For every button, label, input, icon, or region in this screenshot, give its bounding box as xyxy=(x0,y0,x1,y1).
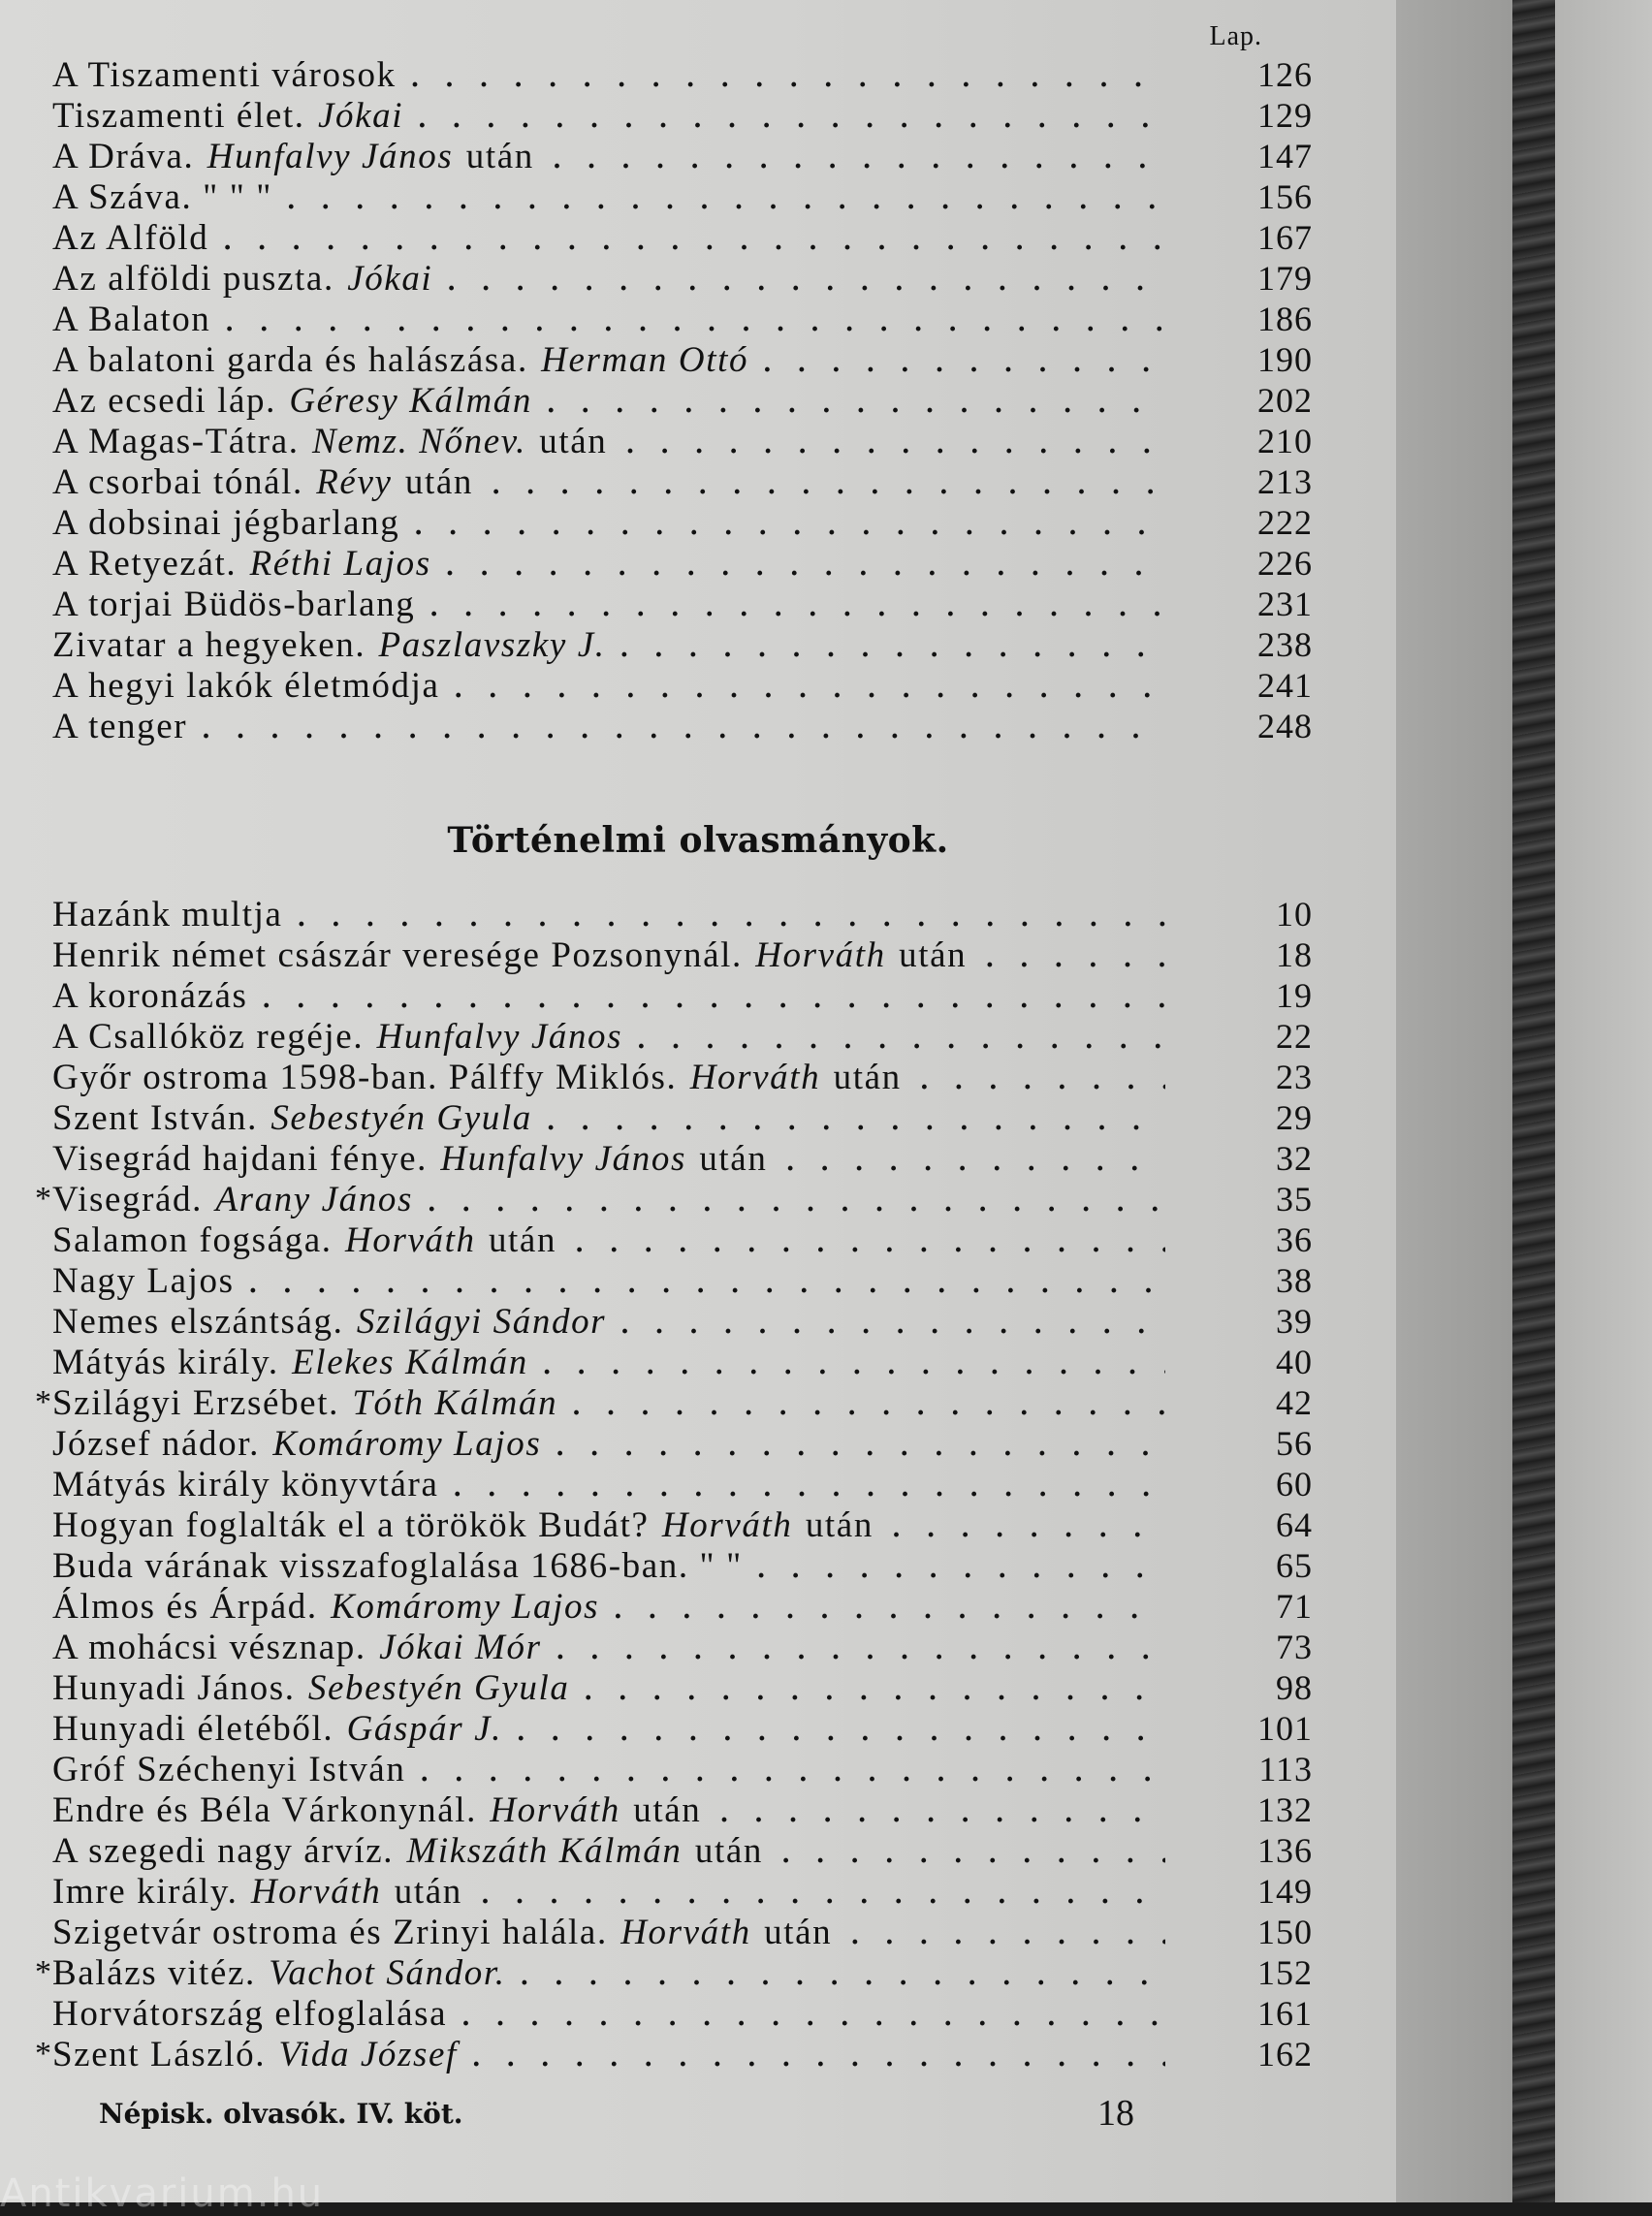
entry-title: Gróf Széchenyi István xyxy=(52,1750,406,1789)
entry-page-number: 129 xyxy=(1257,96,1313,135)
entry-suffix: után xyxy=(465,137,534,176)
entry-author: Géresy Kálmán xyxy=(289,381,532,421)
entry-title: Szent László. xyxy=(52,2035,267,2074)
entry-author: Réthi Lajos xyxy=(249,544,431,584)
entry-title-line xyxy=(52,2034,1165,2075)
entry-author: Vida József xyxy=(278,2035,458,2074)
entry-title: A Magas-Tátra. xyxy=(52,422,300,461)
toc-entry xyxy=(52,461,1313,502)
toc-entry xyxy=(52,95,1313,136)
section-heading: Történelmi olvasmányok. xyxy=(447,820,949,861)
entry-page-number: 222 xyxy=(1257,503,1313,542)
entry-title-line xyxy=(52,1464,1165,1505)
entry-suffix: után xyxy=(694,1831,763,1871)
entry-title: A Balaton xyxy=(52,300,211,339)
entry-title: A hegyi lakók életmódja xyxy=(52,666,440,706)
entry-title: Balázs vitéz. xyxy=(52,1953,256,1993)
toc-entry xyxy=(52,1138,1313,1179)
footer-signature: Népisk. olvasók. IV. köt. xyxy=(99,2098,463,2130)
entry-page-number: 126 xyxy=(1257,55,1313,94)
entry-title-line xyxy=(52,1993,1165,2035)
entry-title-line xyxy=(52,1057,1165,1098)
entry-title-line xyxy=(52,380,1165,422)
entry-page-number: 186 xyxy=(1257,300,1313,338)
entry-title: A csorbai tónál. xyxy=(52,462,303,502)
entry-page-number: 101 xyxy=(1257,1709,1313,1748)
entry-title: Horvátország elfoglalása xyxy=(52,1994,448,2034)
entry-page-number: 162 xyxy=(1257,2035,1313,2074)
entry-title: A mohácsi vésznap. xyxy=(52,1628,366,1667)
entry-page-number: 64 xyxy=(1276,1505,1313,1544)
entry-title-line xyxy=(52,1545,1165,1587)
entry-page-number: 226 xyxy=(1257,544,1313,583)
entry-author: Horváth xyxy=(490,1790,620,1830)
facing-board xyxy=(1555,0,1652,2202)
binding-edge xyxy=(1396,0,1512,2202)
entry-title: Mátyás király könyvtára xyxy=(52,1465,439,1504)
entry-title: A Tiszamenti városok xyxy=(52,55,397,95)
entry-author: Vachot Sándor. xyxy=(269,1953,506,1993)
entry-page-number: 248 xyxy=(1257,707,1313,745)
entry-title: A dobsinai jégbarlang xyxy=(52,503,400,543)
entry-title-line xyxy=(52,1097,1165,1139)
entry-title: Szilágyi Erzsébet. xyxy=(52,1383,339,1423)
entry-title-line xyxy=(52,1830,1165,1872)
entry-title-line xyxy=(52,1423,1165,1465)
entry-page-number: 39 xyxy=(1276,1302,1313,1341)
entry-title-line xyxy=(52,1016,1165,1058)
entry-page-number: 10 xyxy=(1276,895,1313,934)
entry-title-line xyxy=(52,543,1165,585)
entry-title: A Dráva. xyxy=(52,137,195,176)
entry-page-number: 32 xyxy=(1276,1139,1313,1178)
toc-entry xyxy=(52,543,1313,584)
toc-entry xyxy=(52,1667,1313,1708)
entry-page-number: 38 xyxy=(1276,1261,1313,1300)
entry-author: Hunfalvy János xyxy=(440,1139,686,1179)
footer-sheet-number: 18 xyxy=(1097,2093,1134,2134)
entry-page-number: 136 xyxy=(1257,1831,1313,1870)
entry-page-number: 42 xyxy=(1276,1383,1313,1422)
entry-page-number: 167 xyxy=(1257,218,1313,257)
entry-author: Révy xyxy=(316,462,393,502)
entry-title: Az Alföld xyxy=(52,218,209,258)
entry-title: A tenger xyxy=(52,707,188,746)
entry-title: Győr ostroma 1598-ban. Pálffy Miklós. xyxy=(52,1058,678,1097)
entry-title-line xyxy=(52,1301,1165,1343)
entry-author: Szilágyi Sándor xyxy=(356,1302,607,1342)
entry-page-number: 202 xyxy=(1257,381,1313,420)
entry-title-line xyxy=(52,502,1165,544)
entry-page-number: 29 xyxy=(1276,1098,1313,1137)
entry-title-line xyxy=(52,1952,1165,1994)
toc-entry xyxy=(52,1097,1313,1138)
entry-author: Jókai Mór xyxy=(379,1628,542,1667)
entry-star-mark: * xyxy=(35,2036,51,2072)
entry-author: Nemz. Nőnev. xyxy=(311,422,526,461)
entry-page-number: 36 xyxy=(1276,1220,1313,1259)
toc-entry xyxy=(52,1464,1313,1504)
toc-entry xyxy=(52,502,1313,543)
entry-title-line xyxy=(52,339,1165,381)
entry-suffix: után xyxy=(764,1913,833,1952)
entry-title: Hunyadi János. xyxy=(52,1668,296,1708)
entry-title: Nemes elszántság. xyxy=(52,1302,344,1342)
entry-author: Sebestyén Gyula xyxy=(270,1098,532,1138)
entry-page-number: 73 xyxy=(1276,1628,1313,1666)
toc-entry xyxy=(52,934,1313,975)
toc-entry xyxy=(52,1016,1313,1057)
toc-entry xyxy=(52,1789,1313,1830)
entry-page-number: 150 xyxy=(1257,1913,1313,1951)
entry-star-mark: * xyxy=(35,1181,51,1217)
history-toc-list xyxy=(35,894,1313,2074)
toc-entry xyxy=(35,1382,1313,1423)
entry-title: Visegrád hajdani fénye. xyxy=(52,1139,428,1179)
entry-suffix: után xyxy=(404,462,473,502)
entry-title-line xyxy=(52,95,1165,137)
entry-author: Horváth xyxy=(620,1913,751,1952)
entry-title: A koronázás xyxy=(52,976,248,1016)
entry-title-line xyxy=(52,54,1165,96)
toc-entry xyxy=(52,1342,1313,1382)
entry-page-number: 18 xyxy=(1276,935,1313,974)
entry-title: Hogyan foglalták el a törökök Budát? xyxy=(52,1505,650,1545)
entry-suffix: után xyxy=(805,1505,874,1545)
entry-title-line xyxy=(52,176,1165,218)
entry-page-number: 231 xyxy=(1257,585,1313,623)
entry-page-number: 152 xyxy=(1257,1953,1313,1992)
entry-title-line xyxy=(52,1749,1165,1790)
entry-page-number: 149 xyxy=(1257,1872,1313,1911)
entry-suffix: után xyxy=(899,935,968,975)
entry-title: József nádor. xyxy=(52,1424,260,1464)
toc-entry xyxy=(52,624,1313,665)
entry-author: Elekes Kálmán xyxy=(292,1343,528,1382)
entry-page-number: 213 xyxy=(1257,462,1313,501)
toc-entry xyxy=(52,1708,1313,1749)
toc-entry xyxy=(52,665,1313,706)
entry-author: Arany János xyxy=(215,1180,413,1219)
toc-entry xyxy=(52,1993,1313,2034)
entry-author: Komáromy Lajos xyxy=(272,1424,542,1464)
entry-title-line xyxy=(52,1627,1165,1668)
toc-entry xyxy=(52,894,1313,934)
entry-author: Horváth xyxy=(689,1058,821,1097)
entry-page-number: 60 xyxy=(1276,1465,1313,1504)
entry-title: A torjai Büdös-barlang xyxy=(52,585,416,624)
toc-entry xyxy=(52,1057,1313,1097)
entry-title-line xyxy=(52,1912,1165,1953)
entry-page-number: 179 xyxy=(1257,259,1313,298)
entry-title-line xyxy=(52,461,1165,503)
toc-entry xyxy=(52,258,1313,299)
entry-author: Gáspár J. xyxy=(346,1709,502,1749)
entry-title: Hunyadi életéből. xyxy=(52,1709,334,1749)
entry-title-line xyxy=(52,584,1165,625)
entry-title-line xyxy=(52,1667,1165,1709)
entry-title: Hazánk multja xyxy=(52,895,283,934)
marbled-spine xyxy=(1512,0,1555,2202)
entry-title: Szigetvár ostroma és Zrinyi halála. xyxy=(52,1913,608,1952)
entry-title-line xyxy=(52,1708,1165,1750)
entry-title-line xyxy=(52,1382,1165,1424)
toc-entry xyxy=(52,706,1313,746)
toc-entry xyxy=(52,1219,1313,1260)
toc-entry xyxy=(52,584,1313,624)
entry-title-line xyxy=(52,706,1165,747)
entry-title-line xyxy=(52,894,1165,935)
entry-title-line xyxy=(52,1260,1165,1302)
entry-title-line xyxy=(52,1586,1165,1628)
toc-entry xyxy=(52,380,1313,421)
entry-title: Henrik német császár veresége Pozsonynál. xyxy=(52,935,743,975)
entry-title-line xyxy=(52,136,1165,177)
entry-title-line xyxy=(52,299,1165,340)
entry-title: Visegrád. xyxy=(52,1180,203,1219)
toc-entry xyxy=(52,1301,1313,1342)
entry-page-number: 113 xyxy=(1258,1750,1313,1789)
entry-page-number: 56 xyxy=(1276,1424,1313,1463)
entry-title: Zivatar a hegyeken. xyxy=(52,625,366,665)
entry-title: A balatoni garda és halászása. xyxy=(52,340,528,380)
entry-suffix: után xyxy=(394,1872,462,1912)
entry-title-line xyxy=(52,421,1165,462)
toc-entry xyxy=(52,421,1313,461)
entry-page-number: 98 xyxy=(1276,1668,1313,1707)
entry-star-mark: * xyxy=(35,1954,51,1990)
toc-entry xyxy=(35,1952,1313,1993)
entry-suffix: után xyxy=(633,1790,702,1830)
toc-entry xyxy=(52,1627,1313,1667)
toc-entry xyxy=(52,176,1313,217)
entry-author: Sebestyén Gyula xyxy=(307,1668,570,1708)
entry-page-number: 156 xyxy=(1257,177,1313,216)
entry-page-number: 210 xyxy=(1257,422,1313,460)
entry-suffix: után xyxy=(488,1220,557,1260)
entry-title-line xyxy=(52,1342,1165,1383)
entry-page-number: 19 xyxy=(1276,976,1313,1015)
entry-author: Herman Ottó xyxy=(541,340,749,380)
entry-title-line xyxy=(52,1179,1165,1220)
entry-page-number: 147 xyxy=(1257,137,1313,175)
entry-title: Salamon fogsága. xyxy=(52,1220,333,1260)
entry-author: Hunfalvy János xyxy=(206,137,454,176)
entry-author: Komáromy Lajos xyxy=(331,1587,600,1627)
entry-page-number: 241 xyxy=(1257,666,1313,705)
toc-entry xyxy=(52,54,1313,95)
toc-entry xyxy=(52,975,1313,1016)
entry-page-number: 40 xyxy=(1276,1343,1313,1381)
entry-page-number: 132 xyxy=(1257,1790,1313,1829)
entry-author: Jókai xyxy=(317,96,404,136)
entry-title-line xyxy=(52,934,1165,976)
entry-author: Hunfalvy János xyxy=(376,1017,623,1057)
toc-entry xyxy=(52,1871,1313,1912)
entry-page-number: 161 xyxy=(1257,1994,1313,2033)
entry-page-number: 65 xyxy=(1276,1546,1313,1585)
entry-title: Álmos és Árpád. xyxy=(52,1587,318,1627)
entry-title-line xyxy=(52,1871,1165,1913)
entry-title-line xyxy=(52,217,1165,259)
entry-suffix: után xyxy=(699,1139,768,1179)
toc-entry xyxy=(52,136,1313,176)
entry-page-number: 71 xyxy=(1276,1587,1313,1626)
entry-author: Tóth Kálmán xyxy=(352,1383,558,1423)
entry-title-line xyxy=(52,1789,1165,1831)
entry-suffix: után xyxy=(539,422,608,461)
watermark: Antikvarium.hu xyxy=(0,2171,325,2216)
entry-title: Nagy Lajos xyxy=(52,1261,235,1301)
entry-title-line xyxy=(52,1504,1165,1546)
entry-author: Mikszáth Kálmán xyxy=(406,1831,683,1871)
entry-title-line xyxy=(52,258,1165,300)
entry-title: A Retyezát. xyxy=(52,544,238,584)
toc-entry xyxy=(52,1504,1313,1545)
entry-author: Horváth xyxy=(345,1220,476,1260)
entry-title-line xyxy=(52,1219,1165,1261)
entry-page-number: 190 xyxy=(1257,340,1313,379)
entry-title: Buda várának visszafoglalása 1686-ban. " " xyxy=(52,1546,743,1586)
entry-title: Endre és Béla Várkonynál. xyxy=(52,1790,477,1830)
toc-entry xyxy=(52,1260,1313,1301)
entry-author: Horváth xyxy=(755,935,886,975)
entry-title-line xyxy=(52,1138,1165,1180)
entry-page-number: 23 xyxy=(1276,1058,1313,1096)
toc-entry xyxy=(52,1749,1313,1789)
entry-title: A szegedi nagy árvíz. xyxy=(52,1831,395,1871)
entry-title: Imre király. xyxy=(52,1872,238,1912)
toc-entry xyxy=(52,1830,1313,1871)
entry-page-number: 22 xyxy=(1276,1017,1313,1056)
entry-author: Jókai xyxy=(347,259,433,299)
entry-title: Az ecsedi láp. xyxy=(52,381,276,421)
entry-title-line xyxy=(52,975,1165,1017)
entry-title: Az alföldi puszta. xyxy=(52,259,334,299)
entry-page-number: 35 xyxy=(1276,1180,1313,1219)
entry-author: Horváth xyxy=(250,1872,382,1912)
entry-title: Tiszamenti élet. xyxy=(52,96,305,136)
toc-entry xyxy=(35,1179,1313,1219)
toc-entry xyxy=(52,339,1313,380)
toc-entry xyxy=(52,217,1313,258)
geography-toc-list xyxy=(52,54,1313,746)
entry-star-mark: * xyxy=(35,1384,51,1420)
entry-title-line xyxy=(52,624,1165,666)
toc-entry xyxy=(52,1423,1313,1464)
toc-entry xyxy=(35,2034,1313,2074)
toc-entry xyxy=(52,1912,1313,1952)
entry-page-number: 238 xyxy=(1257,625,1313,664)
entry-title: A Száva. " " " xyxy=(52,177,272,217)
page-column-header: Lap. xyxy=(1209,21,1262,51)
toc-entry xyxy=(52,1586,1313,1627)
entry-author: Horváth xyxy=(661,1505,793,1545)
entry-title: Szent István. xyxy=(52,1098,258,1138)
entry-author: Paszlavszky J. xyxy=(378,625,606,665)
entry-title: A Csallóköz regéje. xyxy=(52,1017,365,1057)
entry-title-line xyxy=(52,665,1165,707)
entry-suffix: után xyxy=(833,1058,902,1097)
toc-entry xyxy=(52,299,1313,339)
entry-title: Mátyás király. xyxy=(52,1343,279,1382)
toc-entry xyxy=(52,1545,1313,1586)
